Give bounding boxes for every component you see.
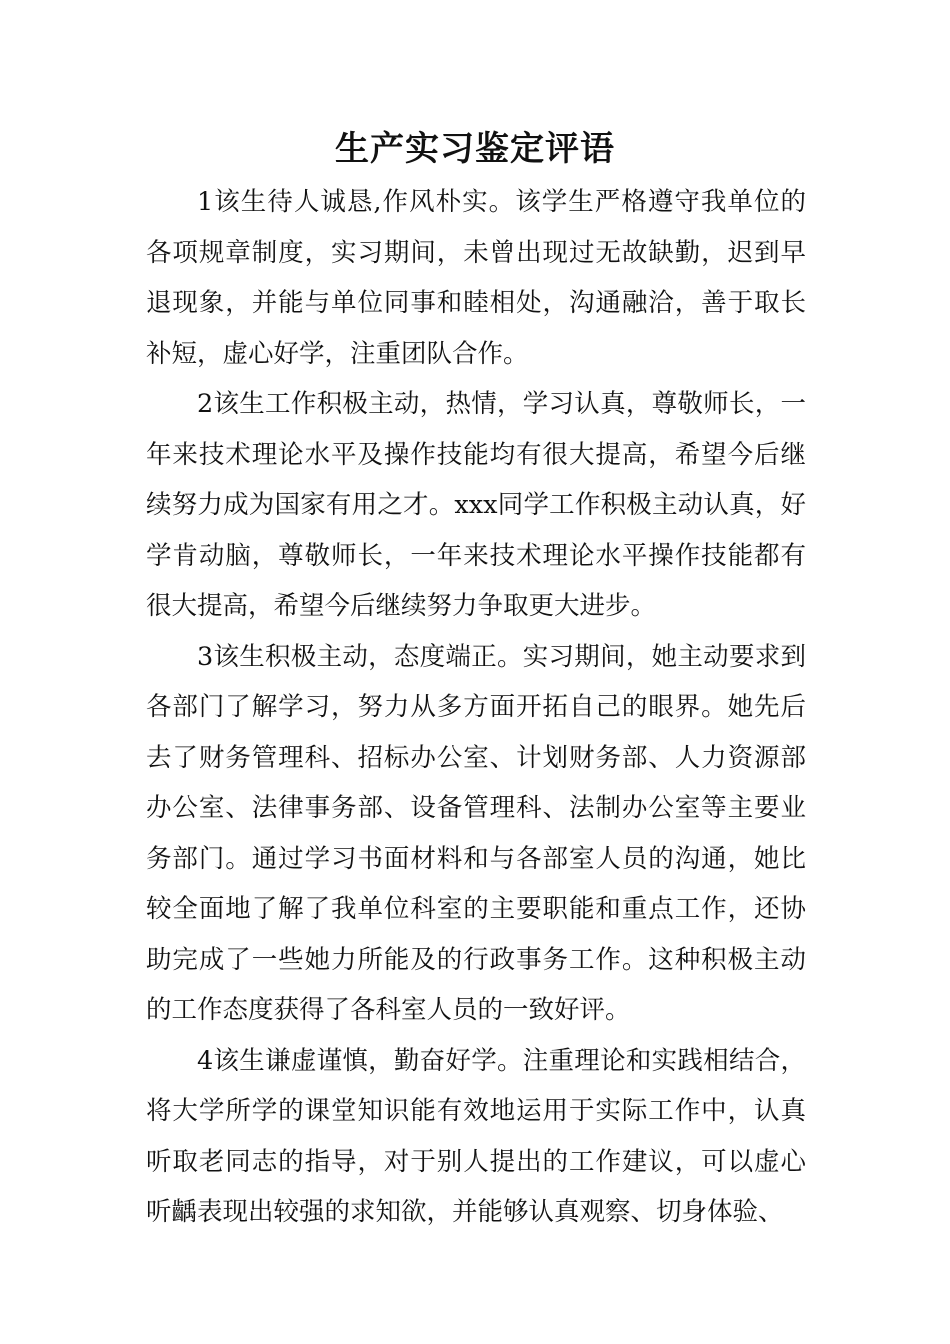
paragraph-2: 2该生工作积极主动，热情，学习认真，尊敬师长，一年来技术理论水平及操作技能均有很大提高，希望今后继续努力成为国家有用之才。xxx同学工作积极主动认真，好学肯动脑，尊敬师长，一年来技术理论水平操作技能都有很大提高，希望今后继续努力争取更大进步。: [146, 389, 806, 621]
paragraph-1: 1该生待人诚恳,作风朴实。该学生严格遵守我单位的各项规章制度，实习期间，未曾出现过无故缺勤，迟到早退现象，并能与单位同事和睦相处，沟通融洽，善于取长补短，虚心好学，注重团队合作。: [146, 187, 806, 369]
paragraph-4: 4该生谦虚谨慎，勤奋好学。注重理论和实践相结合，将大学所学的课堂知识能有效地运用于实际工作中，认真听取老同志的指导，对于别人提出的工作建议，可以虚心听齲表现出较强的求知欲，并能够认真观察、切身体验、: [146, 1045, 806, 1227]
document-title: 生产实习鉴定评语: [335, 129, 615, 169]
document-body: [146, 177, 806, 1238]
paragraph-3: 3该生积极主动，态度端正。实习期间，她主动要求到各部门了解学习，努力从多方面开拓自己的眼界。她先后去了财务管理科、招标办公室、计划财务部、人力资源部办公室、法律事务部、设备管理科、法制办公室等主要业务部门。通过学习书面材料和与各部室人员的沟通，她比较全面地了解了我单位科室的主要职能和重点工作，还协助完成了一些她力所能及的行政事务工作。这种积极主动的工作态度获得了各科室人员的一致好评。: [146, 641, 806, 1025]
